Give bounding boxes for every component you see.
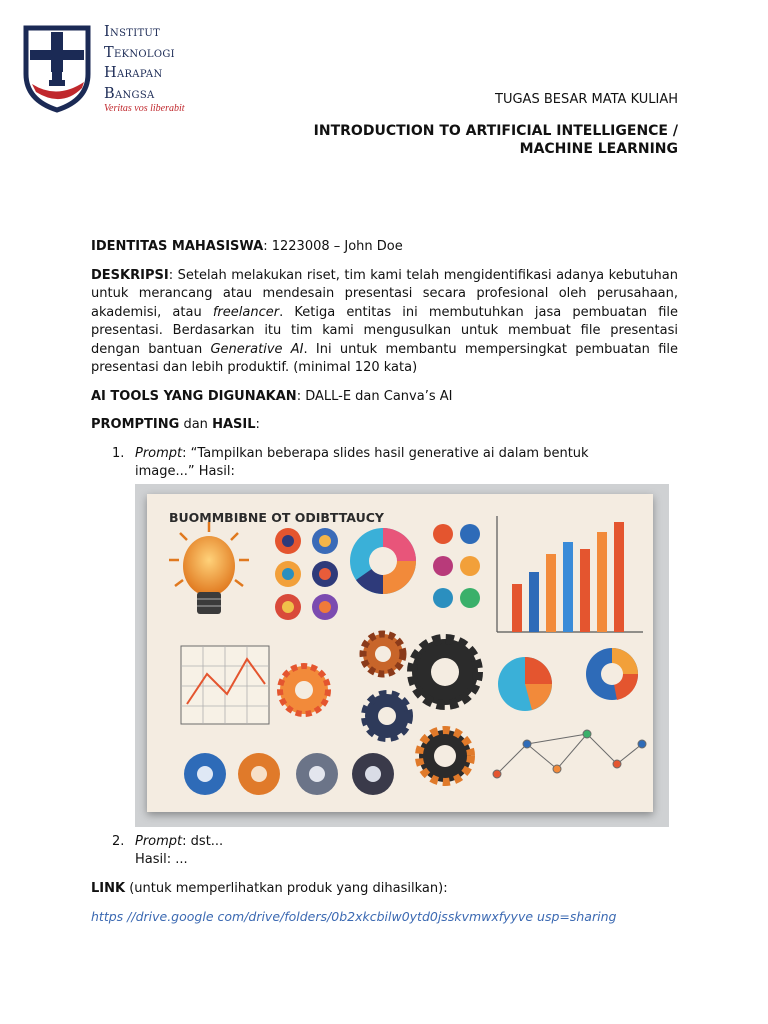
description-label: DESKRIPSI <box>91 267 169 283</box>
link-label: LINK <box>91 880 126 896</box>
description-freelancer: freelancer <box>212 304 280 320</box>
bottom-circle-icons <box>184 753 394 795</box>
identity-label: IDENTITAS MAHASISWA <box>91 239 264 254</box>
circle-icons-grid <box>275 528 338 620</box>
prompting-label: PROMPTING <box>91 417 180 432</box>
hasil-label: HASIL <box>212 417 256 432</box>
course-title-line: MACHINE LEARNING <box>519 141 678 157</box>
prompt-text: dst... <box>190 833 224 849</box>
prompt-text: image...” Hasil: <box>135 464 235 479</box>
description-text: Setelah melakukan riset, tim kami telah mengidentifikasi adanya kebutuhan untuk merancang atau mendesain presentasi secara profesional oleh perusahaan, akademisi, atau <box>91 267 679 320</box>
prompt-line: Prompt: dst... <box>135 833 224 849</box>
list-item <box>91 833 678 870</box>
institution-motto: Veritas vos liberabit <box>104 103 185 114</box>
result-text: Hasil: ... <box>135 852 188 867</box>
description-text: . Ketiga entitas ini membutuhkan jasa pembuatan file presentasi. Berdasarkan itu tim kami mengusulkan untuk membuat file presentasi dengan bantuan <box>91 304 678 357</box>
course-title-line: INTRODUCTION TO ARTIFICIAL INTELLIGENCE / <box>313 123 678 139</box>
prompting-connector: dan <box>183 417 208 432</box>
institution-logo <box>22 22 222 114</box>
link-row <box>91 908 678 928</box>
list-number: 2. <box>112 833 125 849</box>
institution-name <box>104 22 185 115</box>
tools-row: AI TOOLS YANG DIGUNAKAN: DALL-E dan Canva’s AI <box>91 388 453 404</box>
badge-icons <box>433 524 480 608</box>
infographic-board <box>147 494 653 812</box>
image-title: BUOMMBIBNE OT ODIBTTAUCY <box>169 509 384 525</box>
lightbulb-icon <box>169 522 249 614</box>
document-body <box>91 238 678 938</box>
network-graph-icon <box>493 730 646 778</box>
map-grid-icon <box>181 646 269 724</box>
identity-value: 1223008 – John Doe <box>271 239 403 254</box>
institution-name-line: Harapan <box>104 65 163 81</box>
tools-label: AI TOOLS YANG DIGUNAKAN <box>91 388 297 404</box>
link-note: (untuk memperlihatkan produk yang dihasilkan): <box>129 880 448 896</box>
institution-name-line: Institut <box>104 24 161 40</box>
shield-crest-icon <box>22 22 92 114</box>
description-text: . Ini untuk membantu mempersingkat pembuatan file presentasi dan lebih produktif. (minimal 120 kata) <box>91 341 678 375</box>
prompt-label: Prompt <box>135 833 183 849</box>
drive-link[interactable]: https //drive.google com/drive/folders/0b2xkcbilw0ytd0jsskvmwxfyyve usp=sharing <box>91 909 617 924</box>
list-item <box>91 445 678 827</box>
bar-chart-icon <box>497 516 643 632</box>
generated-image <box>135 484 669 827</box>
prompt-label: Prompt <box>135 445 183 461</box>
institution-name-line: Bangsa <box>104 85 155 102</box>
link-heading <box>91 880 678 899</box>
tools-value: DALL-E dan Canva’s AI <box>305 388 453 404</box>
prompting-heading: PROMPTING dan HASIL: <box>91 417 260 432</box>
donut-chart-icon <box>350 528 416 594</box>
description-paragraph: DESKRIPSI: Setelah melakukan riset, tim kami telah mengidentifikasi adanya kebutuhan untuk merancang atau mendesain presentasi secara profesional oleh perusahaan, akademisi, atau freelancer. Ketiga entitas ini membutuhkan jasa pembuatan file presentasi. Berdasarkan itu tim kami mengusulkan untuk membuat file presentasi dengan bantuan Generative AI. Ini untuk membantu mempersingkat pembuatan file presentasi dan lebih produktif. (minimal 120 kata) <box>91 267 679 375</box>
institution-name-line: Teknologi <box>104 44 175 61</box>
infographic-illustration <box>147 494 653 812</box>
prompt-list <box>91 445 678 870</box>
pie-charts-icon <box>498 648 638 711</box>
description-generative-ai: Generative AI <box>210 341 304 357</box>
prompt-line: Prompt: “Tampilkan beberapa slides hasil generative ai dalam bentuk <box>135 445 589 461</box>
course-title <box>258 122 678 158</box>
identity-row: IDENTITAS MAHASISWA: 1223008 – John Doe <box>91 239 403 254</box>
course-label: TUGAS BESAR MATA KULIAH <box>495 92 678 107</box>
prompt-text: “Tampilkan beberapa slides hasil generative ai dalam bentuk <box>190 445 589 461</box>
list-number: 1. <box>112 445 125 461</box>
